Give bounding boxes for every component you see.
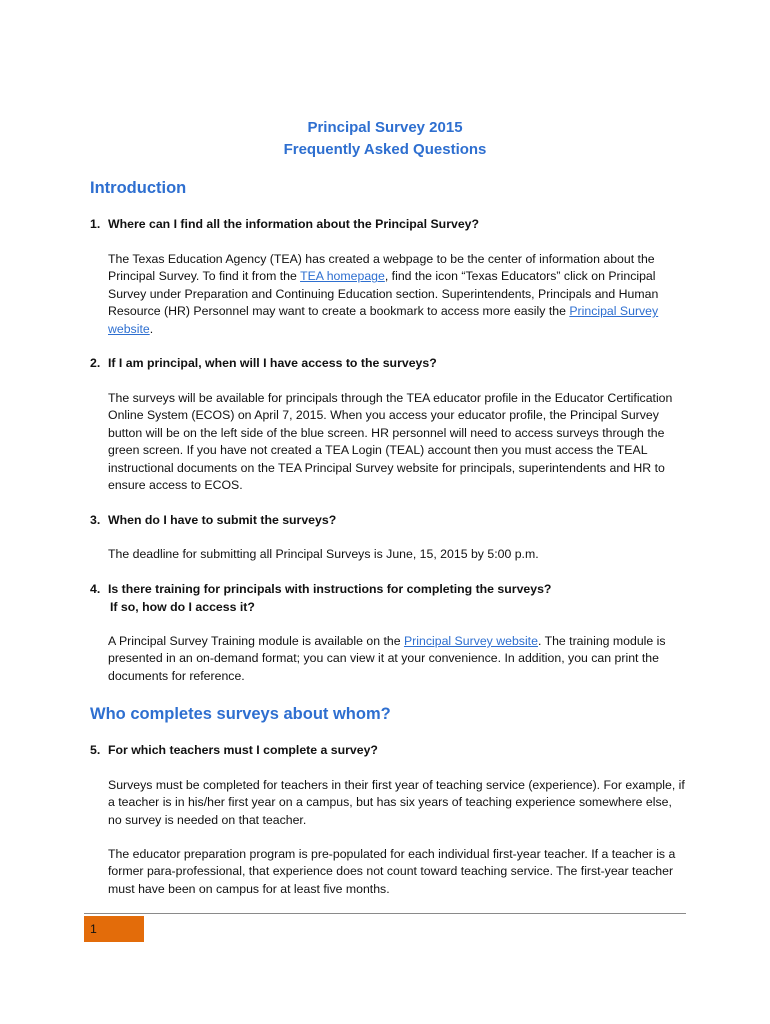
question-4: [90, 581, 700, 616]
answer-text: The Texas Education Agency (TEA) has created a webpage to be the center of information about the Principal Survey. To find it from the: [108, 252, 655, 284]
question-1: [90, 216, 700, 234]
principal-survey-website-link[interactable]: Principal Survey website: [403, 634, 538, 648]
question-text: Where can I find all the information about the Principal Survey?: [108, 217, 480, 231]
answer-3: The deadline for submitting all Principal Surveys is June, 15, 2015 by 5:00 p.m.: [108, 547, 539, 561]
page-number-badge: [84, 916, 144, 942]
section-heading-who-completes: Who completes surveys about whom?: [90, 705, 391, 723]
question-2: [90, 355, 700, 373]
section-heading-introduction: Introduction: [90, 179, 187, 197]
question-number: 1.: [90, 217, 101, 231]
question-number: 4.: [90, 582, 101, 596]
answer-text: A Principal Survey Training module is available on the: [108, 634, 404, 648]
question-text: Is there training for principals with instructions for completing the surveys?: [108, 582, 552, 596]
question-text-continued: If so, how do I access it?: [110, 599, 255, 614]
document-title: Principal Survey 2015: [307, 119, 463, 136]
question-text: When do I have to submit the surveys?: [108, 513, 337, 527]
answer-1: [108, 251, 688, 338]
principal-survey-website-link[interactable]: Principal Survey website: [108, 304, 659, 336]
question-5: [90, 742, 700, 760]
document-subtitle: Frequently Asked Questions: [283, 141, 487, 158]
question-number: 3.: [90, 513, 101, 527]
answer-5-paragraph-1: Surveys must be completed for teachers in their first year of teaching service (experience). For example, if a teacher is in his/her first year on a campus, but has six years of teaching experience somewhere else, no survey is needed on that teacher.: [108, 778, 685, 827]
answer-2: The surveys will be available for principals through the TEA educator profile in the Educator Certification Online System (ECOS) on April 7, 2015. When you access your educator profile, the Principal Survey button will be on the left side of the blue screen. HR personnel will need to access surveys through the green screen. If you have not created a TEA Login (TEAL) account then you must access the TEAL instructional documents on the TEA Principal Survey website for principals, superintendents and HR to ensure access to ECOS.: [108, 391, 673, 493]
answer-5-paragraph-2: The educator preparation program is pre-populated for each individual first-year teacher. If a teacher is a former para-professional, that experience does not count toward teaching service. The first-year teacher must have been on campus for at least five months.: [108, 847, 676, 896]
question-number: 5.: [90, 743, 101, 757]
question-number: 2.: [90, 356, 101, 370]
page-number: 1: [90, 922, 97, 936]
tea-homepage-link[interactable]: TEA homepage: [300, 269, 385, 284]
footer-divider: [84, 913, 686, 914]
answer-text: , find the icon “Texas Educators” click on Principal Survey under Preparation and Continuing Education section. Superintendents, Principals and Human Resource (HR) Personnel may want to create a bookmark to access more easily the: [108, 269, 659, 319]
question-3: [90, 512, 700, 530]
answer-text: .: [149, 321, 154, 336]
answer-text: . The training module is presented in an on-demand format; you can view it at your convenience. In addition, you can print the documents for reference.: [108, 634, 666, 683]
question-text: If I am principal, when will I have access to the surveys?: [108, 356, 437, 370]
question-text: For which teachers must I complete a survey?: [108, 743, 378, 757]
answer-4: [108, 633, 688, 685]
